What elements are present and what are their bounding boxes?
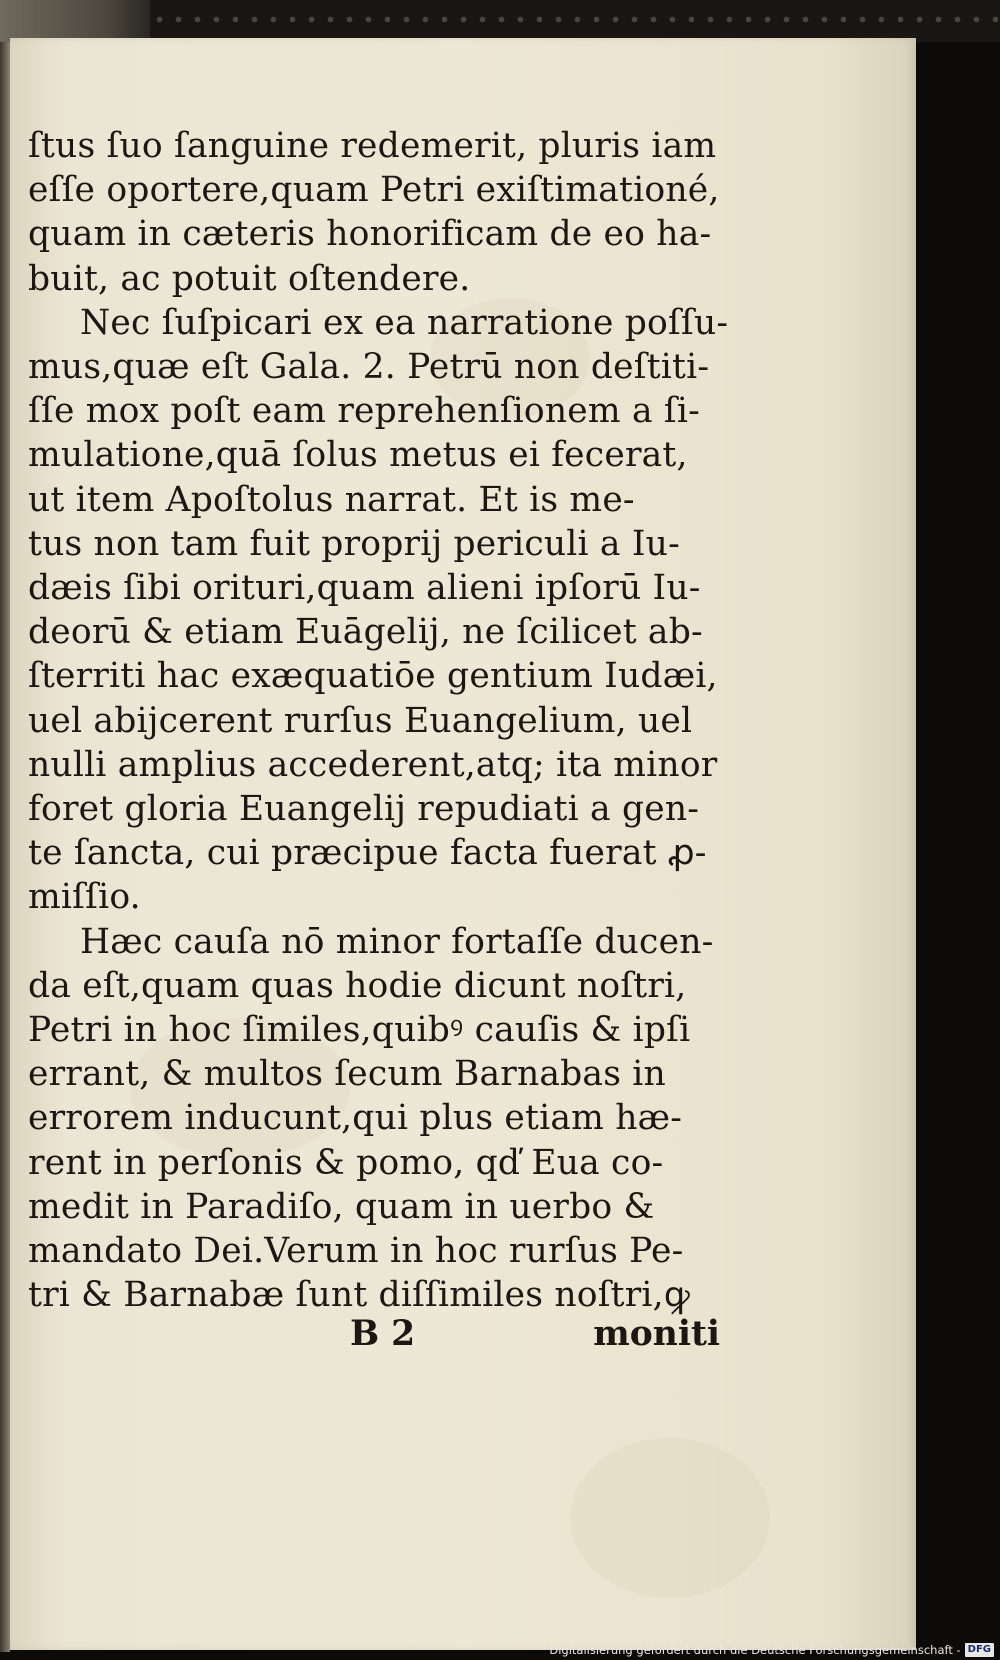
signature-mark: B 2 [350,1314,416,1354]
catchword: moniti [593,1314,720,1354]
text-line: deorū & etiam Euāgelij, ne ſcilicet ab- [28,612,703,653]
binding-dots [150,10,1000,28]
text-line: errant, & multos ſecum Barnabas in [28,1054,666,1095]
text-line: ſſe mox poſt eam reprehenſionem a ſi- [28,391,700,432]
text-line: rent in perſonis & pomo, qď Eua co- [28,1142,664,1183]
page-footer [340,1314,720,1364]
text-line: da eſt,quam quas hodie dicunt noſtri, [28,965,687,1006]
text-line: Petri in hoc ſimiles,quibꝰ cauſis & ipſi [28,1010,691,1051]
text-line: tri & Barnabæ ſunt diſſimiles noſtri,ꝙ [28,1275,690,1316]
text-line: buit, ac potuit oſtendere. [28,258,471,299]
page-spine [0,42,10,1652]
text-line: Nec ſuſpicari ex ea narratione poſſu- [80,302,729,343]
text-line: mandato Dei.Verum in hoc rurſus Pe- [28,1231,684,1272]
text-line: nulli amplius accederent,atq; ita minor [28,744,718,785]
text-line: mus,quæ eſt Gala. 2. Petrū non deſtiti- [28,347,710,388]
text-line: miſſio. [28,877,141,918]
text-line: dæis ſibi orituri,quam alieni ipſorū Iu- [28,568,701,609]
credit-text: Digitalisierung gefördert durch die Deutsche Forschungsgemeinschaft - [549,1643,961,1657]
text-line: errorem inducunt,qui plus etiam hæ- [28,1098,683,1139]
text-line: uel abijcerent rurſus Euangelium, uel [28,700,693,741]
text-line: medit in Paradiſo, quam in uerbo & [28,1186,655,1227]
text-line: Hæc cauſa nō minor fortaſſe ducen- [80,921,714,962]
top-paper-edge [0,0,150,42]
page-text [28,124,729,1317]
digitization-credit [549,1642,994,1658]
paper-stain [570,1438,770,1598]
scan-top-bar [0,0,1000,42]
text-line: foret gloria Euangelij repudiati a gen- [28,789,700,830]
text-line: eſſe oportere,quam Petri exiſtimationé, [28,170,720,211]
text-line: tus non tam fuit proprij periculi a Iu- [28,523,680,564]
book-page [10,38,916,1650]
text-line: ſterriti hac exæquatiōe gentium Iudæi, [28,656,718,697]
text-line: ſtus ſuo ſanguine redemerit, pluris iam [28,126,717,166]
text-line: quam in cæteris honorificam de eo ha- [28,214,712,255]
text-line: ut item Apoſtolus narrat. Et is me- [28,479,635,520]
text-line: te ſancta, cui præcipue facta fuerat ꝓ- [28,833,707,874]
text-line: mulatione,quā ſolus metus ei fecerat, [28,435,688,476]
dfg-logo: DFG [965,1643,994,1657]
